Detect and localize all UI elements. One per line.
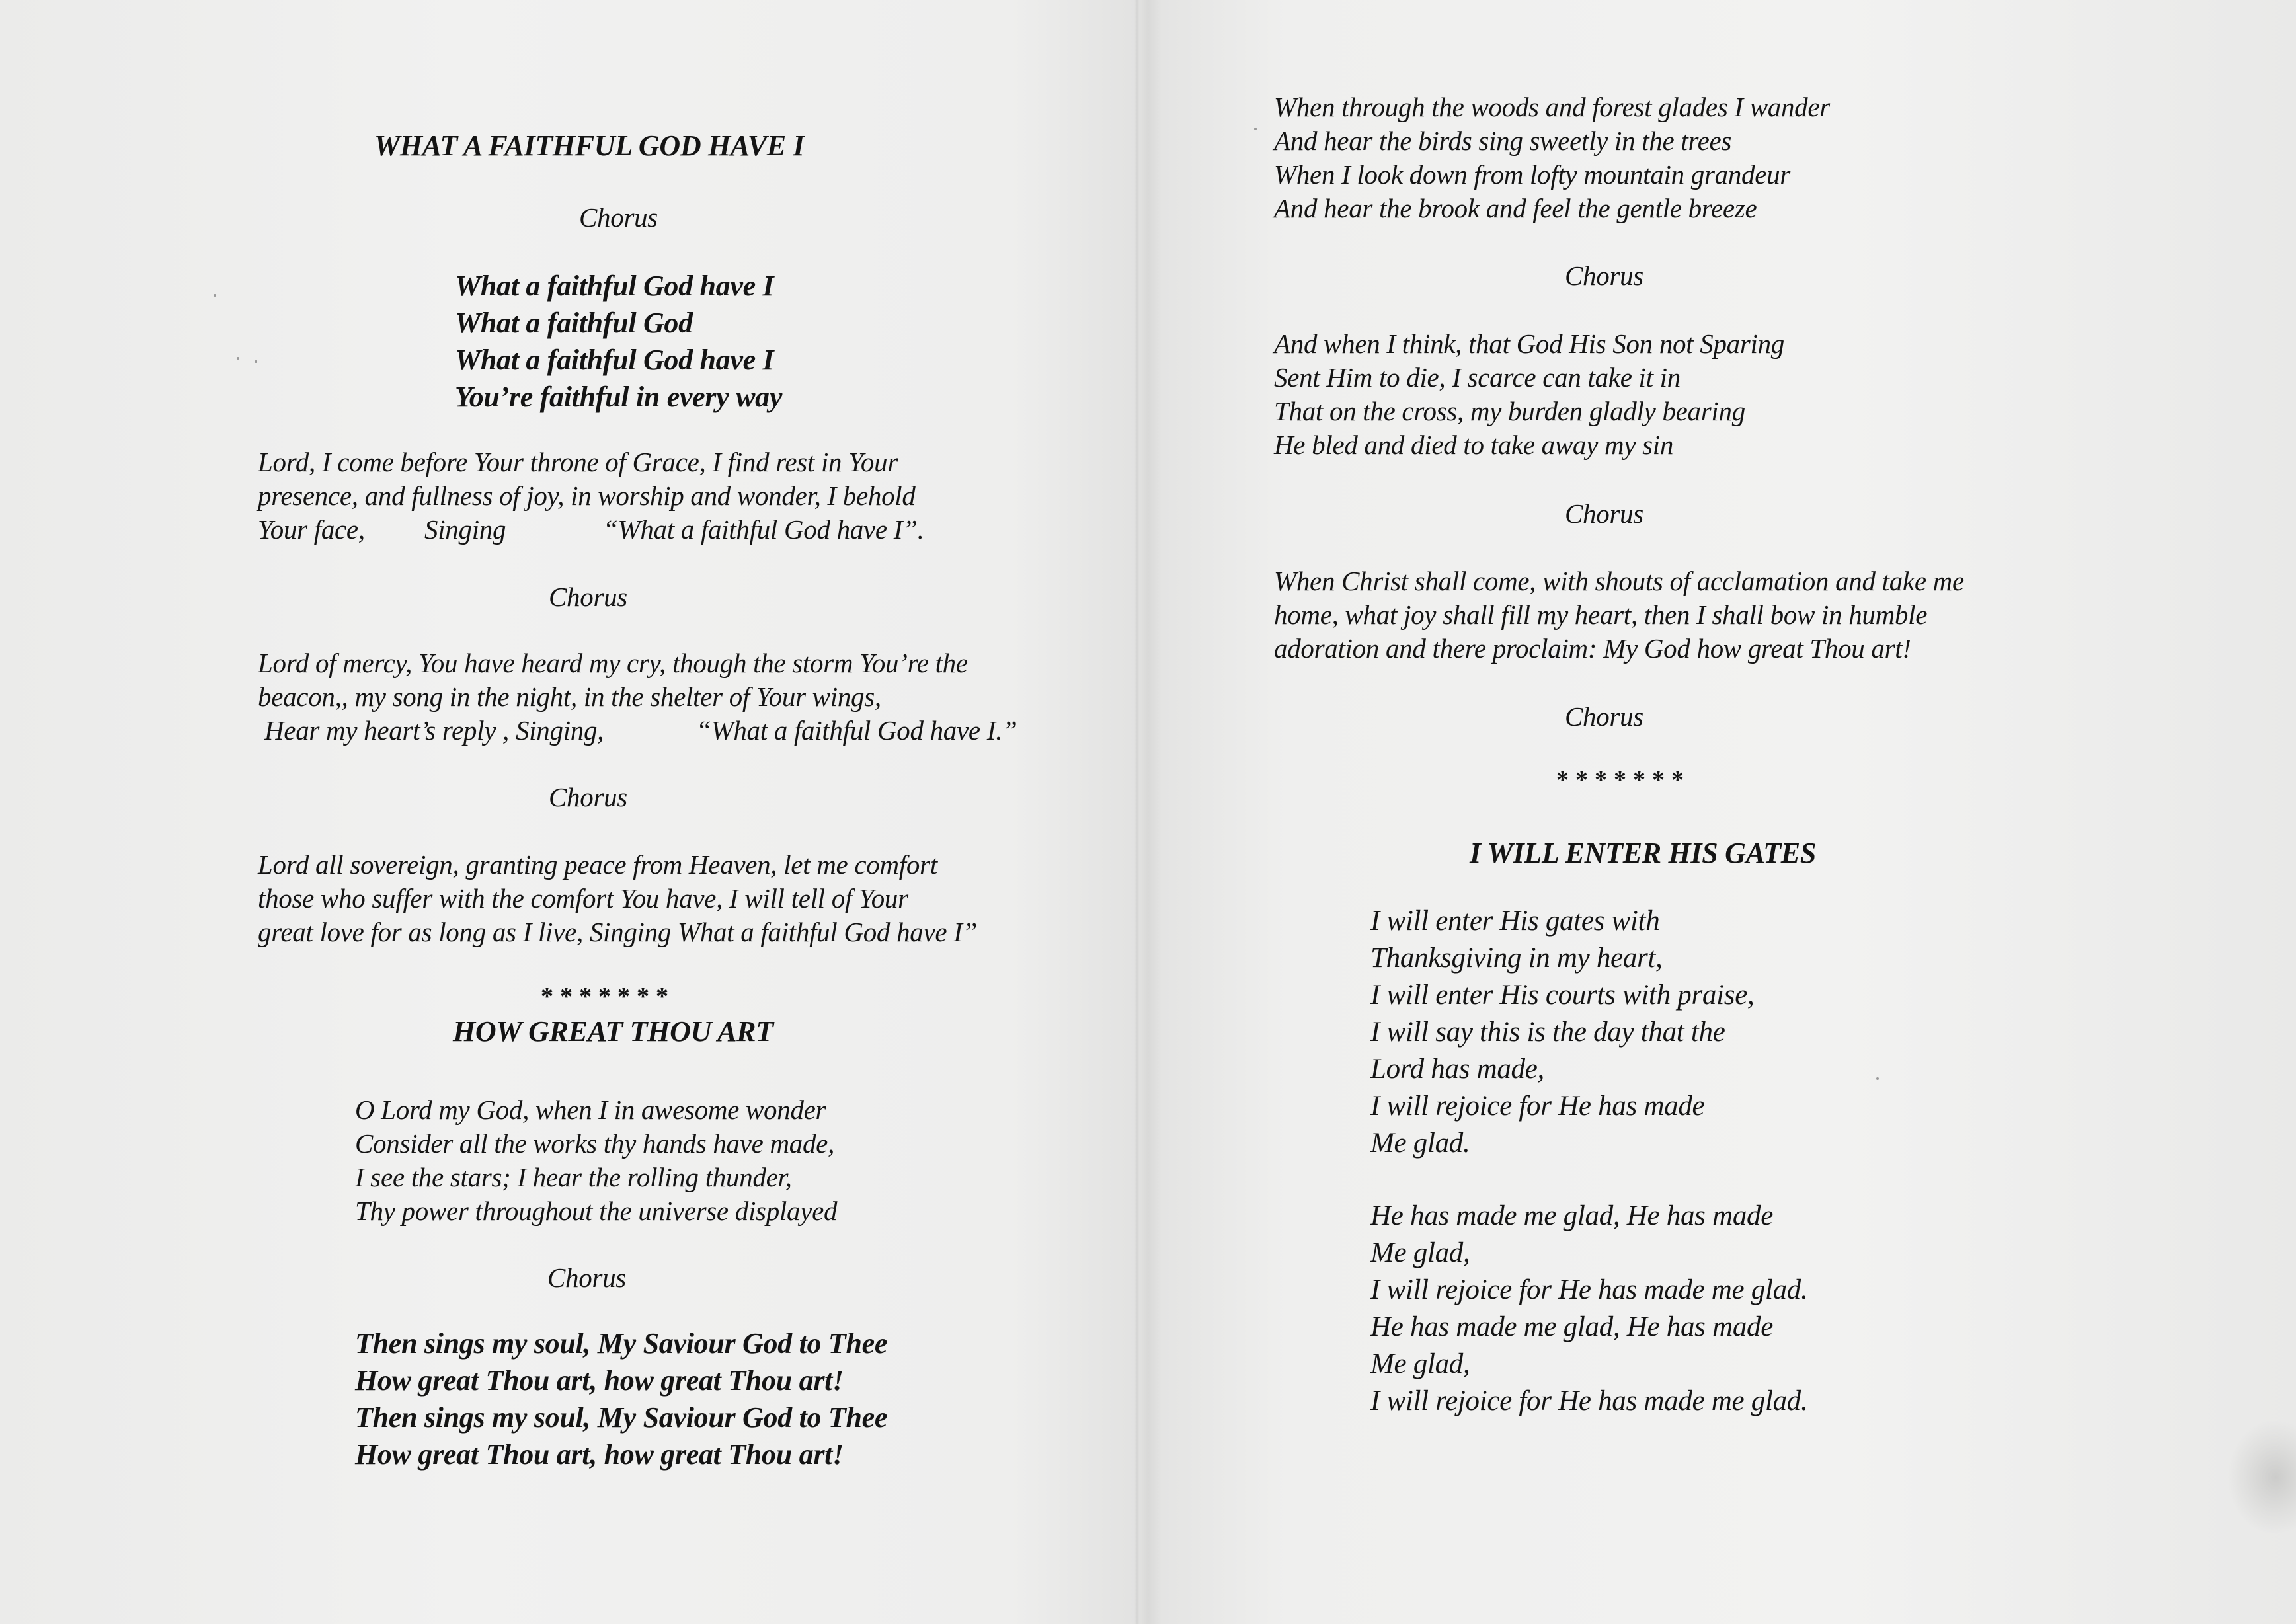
verse-line: I will say this is the day that the: [1370, 1017, 1725, 1048]
verse-line: He has made me glad, He has made: [1370, 1311, 1774, 1342]
verse-line: When I look down from lofty mountain grandeur: [1274, 159, 1790, 190]
verse-line: Singing: [424, 514, 506, 545]
verse-line: And when I think, that God His Son not Sparing: [1274, 329, 1785, 359]
verse-line: Consider all the works thy hands have made,: [355, 1128, 835, 1159]
song-title-what-a-faithful-god: WHAT A FAITHFUL GOD HAVE I: [374, 130, 805, 162]
paper-speck: [237, 357, 239, 360]
verse-line: “What a faithful God have I”.: [603, 514, 924, 545]
paper-speck: [1254, 128, 1257, 130]
verse-line: He bled and died to take away my sin: [1274, 430, 1674, 460]
chorus-line: You’re faithful in every way: [455, 381, 783, 413]
verse-line: Me glad,: [1370, 1348, 1470, 1379]
verse-line: Sent Him to die, I scarce can take it in: [1274, 362, 1681, 393]
verse-line: I will rejoice for He has made me glad.: [1370, 1274, 1808, 1305]
chorus-label: Chorus: [1565, 260, 1643, 291]
verse-line: Me glad,: [1370, 1237, 1470, 1268]
chorus-line: What a faithful God have I: [455, 270, 774, 302]
verse-line: Thy power throughout the universe displayed: [355, 1196, 838, 1226]
chorus-label: Chorus: [549, 582, 627, 612]
verse-line: When Christ shall come, with shouts of acclamation and take me: [1274, 566, 1964, 596]
paper-stain: [2228, 1421, 2296, 1533]
verse-line: home, what joy shall fill my heart, then I shall bow in humble: [1274, 599, 1928, 630]
song-title-how-great-thou-art: HOW GREAT THOU ART: [453, 1015, 773, 1048]
verse-line: I see the stars; I hear the rolling thunder,: [355, 1162, 792, 1192]
paper-speck: [214, 294, 216, 297]
chorus-line: Then sings my soul, My Saviour God to Thee: [355, 1401, 888, 1434]
verse-line: Hear my heart’s reply , Singing,: [264, 715, 604, 746]
chorus-label: Chorus: [1565, 701, 1643, 732]
chorus-label: Chorus: [547, 1262, 626, 1293]
paper-speck: [1876, 1077, 1879, 1080]
verse-line: those who suffer with the comfort You have, I will tell of Your: [258, 883, 908, 913]
verse-line: O Lord my God, when I in awesome wonder: [355, 1095, 826, 1125]
chorus-line: What a faithful God have I: [455, 344, 774, 376]
chorus-line: How great Thou art, how great Thou art!: [355, 1364, 844, 1397]
chorus-line: How great Thou art, how great Thou art!: [355, 1438, 844, 1471]
verse-line: presence, and fullness of joy, in worship and wonder, I behold: [258, 481, 916, 511]
verse-line: I will enter His courts with praise,: [1370, 980, 1755, 1011]
verse-line: I will rejoice for He has made me glad.: [1370, 1385, 1808, 1416]
separator-stars: *******: [1556, 766, 1690, 794]
verse-line: And hear the birds sing sweetly in the trees: [1274, 126, 1732, 156]
verse-line: Thanksgiving in my heart,: [1370, 943, 1663, 974]
verse-line: Lord, I come before Your throne of Grace, I find rest in Your: [258, 447, 898, 477]
verse-line: I will rejoice for He has made: [1370, 1091, 1705, 1122]
chorus-line: What a faithful God: [455, 307, 693, 339]
verse-line: “What a faithful God have I.”: [696, 715, 1017, 746]
verse-line: adoration and there proclaim: My God how great Thou art!: [1274, 633, 1911, 664]
chorus-label: Chorus: [549, 782, 627, 812]
verse-line: great love for as long as I live, Singing What a faithful God have I”: [258, 917, 978, 947]
verse-line: Lord of mercy, You have heard my cry, though the storm You’re the: [258, 648, 968, 678]
verse-line: Lord has made,: [1370, 1054, 1544, 1085]
verse-line: Me glad.: [1370, 1128, 1470, 1159]
separator-stars: *******: [541, 983, 675, 1011]
verse-line: I will enter His gates with: [1370, 906, 1660, 937]
chorus-line: Then sings my soul, My Saviour God to Thee: [355, 1327, 888, 1360]
verse-line: And hear the brook and feel the gentle breeze: [1274, 193, 1757, 223]
verse-line: beacon,, my song in the night, in the shelter of Your wings,: [258, 681, 881, 712]
chorus-label: Chorus: [579, 202, 658, 233]
page-fold: [1134, 0, 1140, 1624]
song-title-i-will-enter-his-gates: I WILL ENTER HIS GATES: [1470, 837, 1816, 869]
verse-line: Lord all sovereign, granting peace from Heaven, let me comfort: [258, 849, 937, 880]
verse-line: That on the cross, my burden gladly bearing: [1274, 396, 1745, 426]
verse-line: Your face,: [258, 514, 365, 545]
chorus-label: Chorus: [1565, 498, 1643, 529]
verse-line: He has made me glad, He has made: [1370, 1200, 1774, 1231]
paper-speck: [255, 360, 257, 363]
verse-line: When through the woods and forest glades I wander: [1274, 92, 1830, 122]
